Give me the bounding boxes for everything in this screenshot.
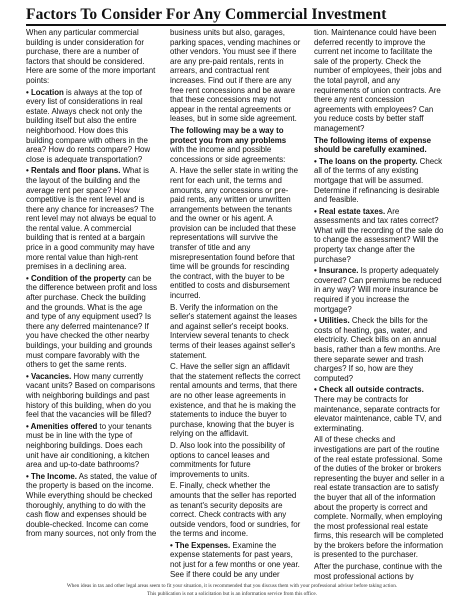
article-column-1	[26, 28, 157, 580]
paragraph-heading: • Real estate taxes.	[314, 206, 386, 216]
paragraph-text: Check the bills for the costs of heating, gas, water, and electricity. Check bills on an annual basis, rather than a few months. Are there separate sewer and trash charges? If so, how are they computed?	[314, 316, 441, 383]
paragraph-heading: • Utilities.	[314, 316, 350, 326]
paragraph	[314, 562, 445, 580]
paragraph	[26, 274, 157, 370]
paragraph	[170, 441, 301, 479]
paragraph-heading: The following may be a way to protect you from any problems	[170, 125, 287, 145]
paragraph-heading: • The loans on the property.	[314, 156, 418, 166]
paragraph-text: can be the difference between profit and loss after purchase. Check the building and the grounds. What is the age and type of any equipment used? Is there any deferred maintenance? If you have checked the other nearby buildings, your building and grounds must compare favorably with the others to get the same rents.	[26, 273, 157, 370]
paragraph	[26, 88, 157, 165]
paragraph	[314, 207, 445, 265]
paragraph-heading: • Condition of the property	[26, 273, 126, 283]
title-rule	[26, 24, 446, 26]
paragraph	[26, 28, 157, 86]
paragraph-text: When any particular commercial building is under consideration for purchase, there are a number of factors that should be considered. Here are some of the more important points:	[26, 28, 156, 85]
paragraph	[314, 136, 445, 155]
paragraph	[170, 166, 301, 300]
paragraph-heading: • Check all outside contracts.	[314, 385, 424, 395]
paragraph-heading: • Amenities offered	[26, 421, 98, 431]
paragraph-text: What is the layout of the building and the average rent per space? How competitive is the rent level and is there any chance for increases? The rent level may not always be equal to the rental value. A commercial building that is rented at a bargain price in a good community may have more rental value than high-rent premises in a declining area.	[26, 166, 156, 272]
paragraph	[170, 303, 301, 361]
paragraph	[314, 266, 445, 314]
paragraph	[170, 126, 301, 164]
paragraph	[170, 541, 301, 580]
paragraph-text: After the purchase, continue with the most professional actions by	[314, 562, 443, 580]
paragraph	[26, 422, 157, 470]
paragraph-text: Are assessments and tax rates correct? What will the recording of the sale do to change the assessment? Will the property tax change after the purchase?	[314, 206, 444, 264]
paragraph-text: All of these checks and investigations are part of the routine of the real estate professional. Some of the duties of the broker or brokers representing the buyer and seller in a real estate transaction are to satisfy the buyer that all of the information about the property is correct and complete. Normally, when employing the most professional real estate firms, this research will be completed by the brokers before the information is presented to the purchaser.	[314, 435, 445, 560]
paragraph-text: is always at the top of every list of considerations in real estate. Always check not only the building itself but also the entire neighborhood. How does this building compare with others in the area? How do rents compare? How close is adequate transportation?	[26, 87, 151, 164]
paragraph-text: tion. Maintenance could have been deferred recently to improve the current net income to facilitate the sale of the property. Check the number of employees, their jobs and the total payroll, and any requirements of union contracts. Are there any rent concession agreements with employees? Can you reduce costs by better staff management?	[314, 28, 442, 133]
paragraph	[314, 28, 445, 134]
paragraph-heading: • Rentals and floor plans.	[26, 166, 121, 176]
paragraph-text: Is property adequately covered? Can premiums be reduced in any way? Will more insurance be required if you increase the mortgage?	[314, 266, 442, 314]
paragraph-text: D. Also look into the possibility of options to cancel leases and commitments for future improvements to units.	[170, 440, 285, 479]
paragraph	[26, 372, 157, 420]
paragraph	[26, 166, 157, 272]
paragraph-heading: • The Expenses.	[170, 540, 231, 550]
paragraph-text: As stated, the value of the property is based on the income. While everything should be checked thoroughly, anything to do with the cash flow and expenses should be double-checked. Income can come from many sources, not only from the	[26, 471, 157, 539]
paragraph	[314, 157, 445, 205]
paragraph-heading: The following items of expense should be carefully examined.	[314, 135, 432, 155]
paragraph-text: There may be contracts for maintenance, separate contracts for elevator maintenance, cable TV, and exterminating.	[314, 394, 442, 433]
article-title: Factors To Consider For Any Commercial Investment	[26, 6, 387, 23]
paragraph-heading: • Vacancies.	[26, 371, 72, 381]
article-column-3	[314, 28, 445, 580]
paragraph-text: Examine the expense statements for past years, not just for a few months or one year. See if there could be any under	[170, 540, 300, 579]
paragraph	[314, 385, 445, 433]
paragraph-heading: • Location	[26, 87, 64, 97]
paragraph-text: with the income and possible concessions or side agreements:	[170, 145, 286, 164]
paragraph-text: A. Have the seller state in writing the rent for each unit, the terms and amounts, any concessions or pre-paid rents, any written or unwritten arrangements between the tenants and the owner or his agent. A provision can be included that these representations will survive the transfer of title and any misrepresentation found before that time will be grounds for rescinding the contract, with the buyer to be entitled to costs and disbursement incurred.	[170, 166, 299, 301]
paragraph-heading: • The Income.	[26, 471, 77, 481]
paragraph-text: business units but also, garages, parking spaces, vending machines or other vendors. You must see if there are any pre-paid rentals, rents in arrears, and contractual rent increases. Find out if there are any free rent concessions and be aware that these concessions may not appear in the rental agreements or leases, but in some side agreement.	[170, 28, 301, 124]
paragraph-text: B. Verify the information on the seller's statement against the leases and against seller's receipt books. Interview several tenants to check terms of their leases against seller's statement.	[170, 302, 297, 360]
article-column-2	[170, 28, 301, 580]
disclaimer-line: When ideas in tax and other legal areas seem to fit your situation, it is recommended that you discuss them with your professional advisor before taking action.	[66, 583, 398, 589]
paragraph-text: C. Have the seller sign an affidavit that the statement reflects the correct rental amounts and terms, that there are no other lease agreements in existence, and that he is making the statements to induce the buyer to purchase, knowing that the buyer is relying on the affidavit.	[170, 362, 301, 439]
paragraph-text: to your tenants must be in line with the type of neighboring buildings. Does each unit have air conditioning, a kitchen area and up-to-date bathrooms?	[26, 421, 152, 470]
publication-notice: This publication is not a solicitation but is an information service from this office.	[147, 591, 317, 597]
paragraph	[170, 481, 301, 539]
paragraph	[170, 362, 301, 439]
paragraph-text: Check all of the terms of any existing mortgage that will be assumed. Determine if refinancing is desirable and feasible.	[314, 156, 443, 205]
paragraph	[26, 472, 157, 539]
paragraph	[170, 28, 301, 124]
paragraph-text: How many currently vacant units? Based on comparisons with neighboring buildings and past history of this building, when do you feel that the vacancies will be filled?	[26, 371, 155, 420]
paragraph-heading: • Insurance.	[314, 266, 359, 276]
paragraph	[314, 316, 445, 383]
paragraph	[314, 435, 445, 560]
paragraph-text: E. Finally, check whether the amounts that the seller has reported as tenant's security deposits are correct. Check contracts with any outside vendors, food or sundries, for the terms and income.	[170, 481, 301, 539]
